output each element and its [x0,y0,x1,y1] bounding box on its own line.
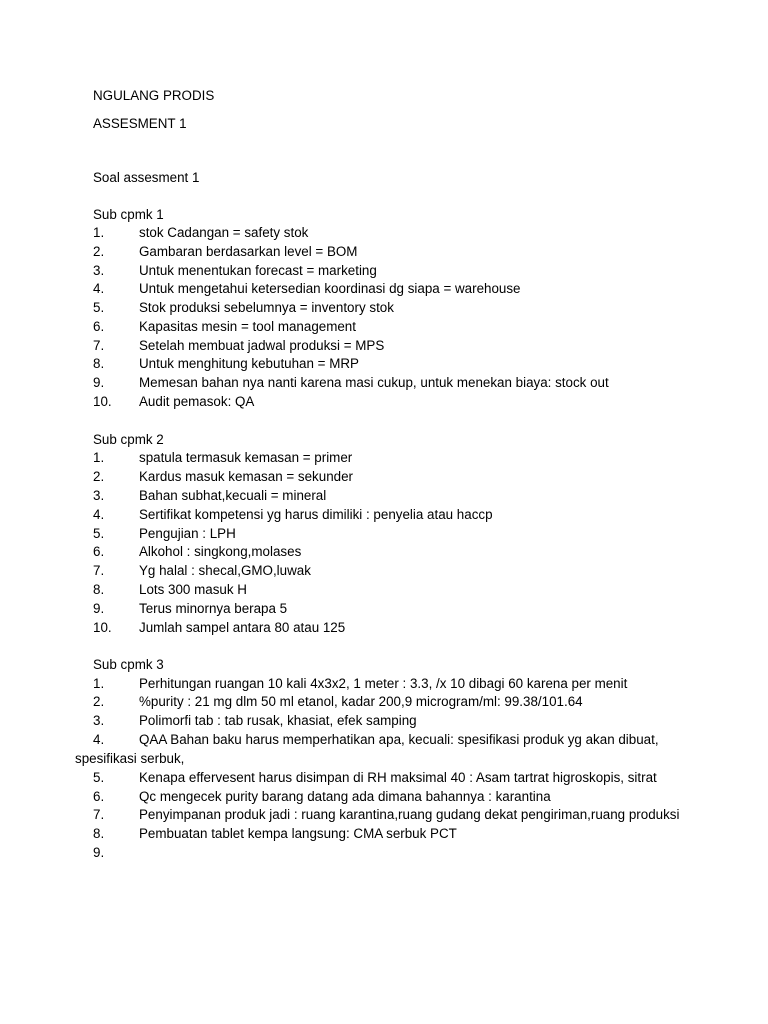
item-number: 4. [93,507,105,522]
item-text: Audit pemasok: QA [139,394,255,409]
list-item [93,506,753,525]
item-text: Pembuatan tablet kempa langsung: CMA serbuk PCT [139,826,457,841]
item-text: Penyimpanan produk jadi : ruang karantina,ruang gudang dekat pengiriman,ruang produksi [139,807,680,822]
item-text: Qc mengecek purity barang datang ada dimana bahannya : karantina [139,789,551,804]
section-label: Sub cpmk 2 [93,432,164,447]
item-text: Alkohol : singkong,molases [139,544,302,559]
list-item [93,769,753,788]
item-number: 10. [93,394,112,409]
item-number: 3. [93,488,105,503]
item-text: Bahan subhat,kecuali = mineral [139,488,327,503]
item-number: 6. [93,789,105,804]
item-number: 2. [93,469,105,484]
item-number: 5. [93,770,105,785]
list-item [93,449,753,468]
list-item [93,337,753,356]
item-number: 7. [93,563,105,578]
item-number: 6. [93,319,105,334]
list-item [93,712,753,731]
list-item [93,562,753,581]
section-label: Sub cpmk 3 [93,657,164,672]
list-item [75,731,745,769]
list-item [93,280,753,299]
doc-title: NGULANG PRODIS [93,88,215,103]
item-text: spatula termasuk kemasan = primer [139,450,353,465]
doc-subtitle: ASSESMENT 1 [93,116,187,131]
list-item [93,487,753,506]
item-number: 3. [93,263,105,278]
item-text: Kapasitas mesin = tool management [139,319,356,334]
list-item [93,224,753,243]
item-text-continuation: spesifikasi serbuk, [75,750,185,766]
item-number: 7. [93,338,105,353]
item-number: 4. [93,732,105,747]
item-text: QAA Bahan baku harus memperhatikan apa, kecuali: spesifikasi produk yg akan dibuat, [139,732,659,747]
list-item [93,619,753,638]
list-item [93,581,753,600]
item-number: 1. [93,676,105,691]
list-item [93,693,753,712]
item-number: 2. [93,694,105,709]
item-text: Pengujian : LPH [139,526,236,541]
list-item [93,788,753,807]
list-item [93,393,753,412]
list-item [93,600,753,619]
item-number: 4. [93,281,105,296]
section-label: Sub cpmk 1 [93,207,164,222]
item-text: Gambaran berdasarkan level = BOM [139,244,358,259]
item-number: 9. [93,845,105,860]
item-text: Untuk menentukan forecast = marketing [139,263,377,278]
item-text: Kardus masuk kemasan = sekunder [139,469,353,484]
item-text: Stok produksi sebelumnya = inventory stok [139,300,394,315]
list-item [93,525,753,544]
item-number: 8. [93,582,105,597]
item-text: Polimorfi tab : tab rusak, khasiat, efek samping [139,713,417,728]
item-number: 1. [93,225,105,240]
list-item [93,299,753,318]
list-item [93,825,753,844]
item-text: Kenapa effervesent harus disimpan di RH maksimal 40 : Asam tartrat higroskopis, sitrat [139,770,657,785]
item-number: 8. [93,826,105,841]
list-item [93,262,753,281]
item-text: Setelah membuat jadwal produksi = MPS [139,338,385,353]
item-number: 7. [93,807,105,822]
list-item [93,468,753,487]
item-number: 9. [93,601,105,616]
list-item [93,806,753,825]
item-text: Untuk mengetahui ketersedian koordinasi dg siapa = warehouse [139,281,521,296]
item-text: Sertifikat kompetensi yg harus dimiliki : penyelia atau haccp [139,507,493,522]
item-text: Memesan bahan nya nanti karena masi cukup, untuk menekan biaya: stock out [139,375,609,390]
item-text: Yg halal : shecal,GMO,luwak [139,563,311,578]
list-item [93,543,753,562]
list-item [93,243,753,262]
item-text: Untuk menghitung kebutuhan = MRP [139,356,359,371]
item-number: 10. [93,620,112,635]
list-item [93,318,753,337]
item-number: 5. [93,526,105,541]
list-item [93,844,753,863]
item-text: Lots 300 masuk H [139,582,247,597]
item-text: Terus minornya berapa 5 [139,601,288,616]
item-text: Perhitungan ruangan 10 kali 4x3x2, 1 meter : 3.3, /x 10 dibagi 60 karena per menit [139,676,628,691]
item-number: 8. [93,356,105,371]
list-item [93,675,753,694]
item-number: 5. [93,300,105,315]
list-item [93,374,753,393]
doc-heading: Soal assesment 1 [93,170,200,185]
item-number: 2. [93,244,105,259]
list-item [93,355,753,374]
item-number: 9. [93,375,105,390]
item-text: Jumlah sampel antara 80 atau 125 [139,620,346,635]
item-number: 3. [93,713,105,728]
item-text: %purity : 21 mg dlm 50 ml etanol, kadar 200,9 microgram/ml: 99.38/101.64 [139,694,583,709]
item-number: 1. [93,450,105,465]
item-text: stok Cadangan = safety stok [139,225,309,240]
item-number: 6. [93,544,105,559]
